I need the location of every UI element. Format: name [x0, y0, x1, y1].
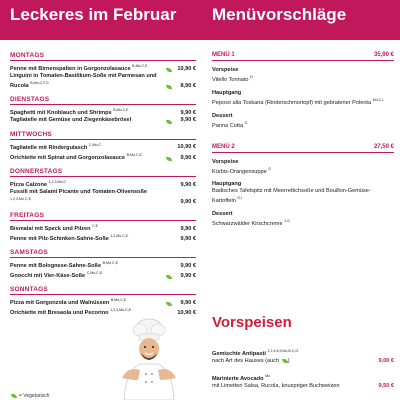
course — [212, 159, 394, 176]
dish-price: 10,90 € — [177, 65, 196, 72]
allergen-codes: B,Mo,C,E — [110, 298, 127, 303]
allergen-codes: Mo — [265, 374, 271, 379]
dish-name: Fussili mit Salami Picante und Tomaten-Olivensoße — [10, 188, 147, 195]
course — [212, 67, 394, 84]
legend — [10, 393, 49, 399]
dish-name: Bismalai mit Speck und Pilzen — [10, 225, 91, 232]
dish-item — [10, 270, 196, 280]
dish-price: 9,90 € — [180, 181, 196, 188]
dish-name: Penne mit Birnenspalten in Gorgonzolasauce — [10, 65, 131, 72]
dish-item: Gemischte Antipasti $^{1,2,4,6,9,Mo,B,C,G}$ nach Art des Hauses (auch ) 9,00 € — [212, 349, 394, 365]
dish-subtext: mit Limetten Salsa, Rucola, knuspriger Buchweizen — [212, 383, 340, 390]
vegetarian-leaf-icon — [166, 85, 172, 89]
day-block — [10, 96, 196, 124]
vegetarian-leaf-icon — [11, 394, 17, 398]
course-label: Vorspeise — [212, 158, 239, 165]
course-text — [212, 74, 394, 84]
allergen-codes: 1,2,4,6,9,Mo,B,C,G — [267, 349, 299, 353]
dish-item — [10, 63, 196, 73]
allergen-codes: 1,2,3,Mo,C,E — [10, 196, 31, 201]
dish-item — [10, 189, 196, 206]
allergen-codes: 1,2,Mo,C,E — [110, 234, 129, 239]
dish-price: 9,90 € — [180, 273, 196, 280]
dish-name: Marinierte Avocado — [212, 376, 264, 383]
course-label: Dessert — [212, 112, 233, 119]
allergen-codes: Mo,C,L — [372, 97, 385, 102]
course — [212, 113, 394, 130]
menu-label: MENÜ 2 — [212, 143, 235, 150]
course-text — [212, 166, 394, 176]
dish-subtext: nach Art des Hauses (auch — [212, 358, 280, 365]
daily-specials — [10, 52, 196, 323]
course — [212, 181, 394, 205]
dish-item — [10, 117, 196, 124]
dish-name: Pizza mit Gorgonzola und Walnüssen — [10, 300, 110, 307]
dish-item — [10, 142, 196, 152]
dish-item — [10, 73, 196, 90]
course-label: Vorspeise — [212, 67, 239, 73]
allergen-codes: C,Mo,C,E — [86, 271, 103, 276]
dish-price: 9,90 € — [180, 300, 196, 307]
vegetarian-leaf-icon — [166, 302, 172, 306]
dish-item — [212, 373, 394, 390]
day-heading: FREITAGS — [10, 212, 196, 221]
course-dish: Peposo alla Toskana (Rinderschmortopf) mit gebratener Polenta — [212, 99, 372, 106]
day-heading: SAMSTAGS — [10, 249, 196, 258]
dish-item — [10, 260, 196, 270]
dish-price: 9,50 € — [378, 383, 394, 390]
dish-name: Spaghetti mit Knoblauch und Shrimps — [10, 110, 112, 117]
starters-title: Vorspeisen — [212, 314, 292, 331]
menu-block — [212, 52, 394, 130]
day-heading: MITTWOCHS — [10, 131, 196, 140]
course-dish: Kürbis-Orangensuppe — [212, 168, 267, 175]
dish-price: 9,00 € — [378, 358, 394, 365]
allergen-codes: 1,2,3,Mo,C,E — [110, 308, 132, 313]
course-text — [212, 188, 394, 205]
course-text — [212, 97, 394, 107]
allergen-codes: B,Mo,C,E — [132, 64, 148, 68]
dish-item — [10, 179, 196, 189]
page-header — [0, 0, 400, 40]
course-text — [212, 120, 394, 130]
dish-price: 9,90 € — [180, 154, 196, 161]
dish-price: 9,90 € — [180, 235, 196, 242]
allergen-codes: 1,G — [284, 219, 290, 224]
allergen-codes: G — [268, 166, 272, 171]
course — [212, 90, 394, 107]
dish-item — [10, 307, 196, 317]
menu-label: MENÜ 1 — [212, 52, 235, 58]
course-dish: Vitello Tonnato — [212, 76, 249, 83]
menu-price: 27,50 € — [373, 143, 394, 150]
dish-price: 9,90 € — [180, 110, 196, 117]
vegetarian-leaf-icon — [166, 275, 172, 279]
dish-name: Tagliatelle mit Gemüse und Ziegenkäsebrösel — [10, 117, 132, 124]
starters-list — [212, 348, 394, 391]
day-heading: DONNERSTAGS — [10, 168, 196, 177]
allergen-codes: B,Mo,C,E — [113, 108, 129, 113]
day-heading: DIENSTAGS — [10, 96, 196, 105]
allergen-codes: 1,2,3,Mo,C — [48, 179, 67, 184]
dish-price: 9,90 € — [180, 198, 196, 205]
allergen-codes: D — [250, 75, 253, 79]
course-label: Dessert — [212, 211, 233, 218]
menu-heading — [212, 144, 394, 153]
dish-name: Gnocchi mit Vier-Käse-Soße — [10, 273, 86, 280]
allergen-codes: B,Mo,C,E — [102, 261, 119, 266]
dish-price: 9,90 € — [180, 263, 196, 270]
vegetarian-leaf-icon — [166, 157, 172, 161]
vegetarian-leaf-icon — [282, 359, 288, 363]
course-label: Hauptgang — [212, 181, 242, 188]
day-block — [10, 131, 196, 162]
vegetarian-leaf-icon — [166, 68, 172, 72]
dish-name: Pizza Calzone — [10, 181, 47, 188]
dish-name: Orichiette mit Spinat und Gorgonzolasauce — [10, 154, 125, 161]
dish-item — [10, 233, 196, 243]
day-block — [10, 52, 196, 90]
dish-name: Linguini in Tomaten-Basilikum-Soße mit Parmesan und Rucola — [10, 73, 157, 90]
dish-name: Penne mit Bolognese-Sahne-Soße — [10, 263, 102, 270]
course — [212, 211, 394, 228]
dish-price: 10,90 € — [177, 310, 196, 317]
menu-price: 35,90 € — [373, 52, 394, 58]
course-label: Hauptgang — [212, 89, 242, 96]
dish-price: 9,90 € — [180, 117, 196, 124]
dish-item — [10, 152, 196, 162]
dish-name: Tagliatelle mit Rindergulasch — [10, 144, 88, 151]
allergen-codes: B,Mo,C,F,G — [30, 81, 49, 86]
day-block — [10, 212, 196, 243]
day-block — [10, 286, 196, 317]
dish-price: 10,90 € — [177, 144, 196, 151]
course-text — [212, 218, 394, 228]
course-dish: Badisches Tafelspitz mit Meerrettichsoße und Bouillon-Gemüse-Kartoffeln — [212, 188, 371, 205]
dish-name: Penne mit Pilz-Schinken-Sahne-Soße — [10, 235, 109, 242]
allergen-codes: G,I — [237, 196, 243, 201]
allergen-codes: C,Mo,C — [88, 142, 102, 147]
allergen-codes: C,E — [92, 224, 99, 229]
dish-name: Orichiette mit Bresaola und Pecorino — [10, 310, 109, 317]
set-menus — [212, 52, 394, 236]
dish-price: 8,90 € — [180, 83, 196, 90]
vegetarian-leaf-icon — [166, 120, 172, 124]
dish-item — [10, 223, 196, 233]
menu-heading — [212, 52, 394, 61]
monthly-specials-title: Leckeres im Februar — [10, 5, 177, 24]
legend-label: = Vegetarisch — [19, 393, 50, 399]
dish-item — [10, 107, 196, 117]
menu-suggestions-title: Menüvorschläge — [212, 5, 347, 24]
dish-price: 9,90 € — [180, 225, 196, 232]
allergen-codes: B,Mo,C,E — [126, 152, 142, 157]
menu-block — [212, 144, 394, 229]
dish-name: Gemischte Antipasti — [212, 350, 266, 357]
day-heading: SONNTAGS — [10, 286, 196, 295]
course-dish: Panna Cotta — [212, 122, 244, 129]
course-dish: Schwarzwälder Kirschcreme — [212, 221, 283, 228]
chef-illustration — [118, 318, 180, 400]
day-heading: MONTAGS — [10, 52, 196, 61]
dish-item — [10, 297, 196, 307]
day-block — [10, 249, 196, 280]
allergen-codes: G — [244, 120, 248, 125]
day-block — [10, 168, 196, 206]
